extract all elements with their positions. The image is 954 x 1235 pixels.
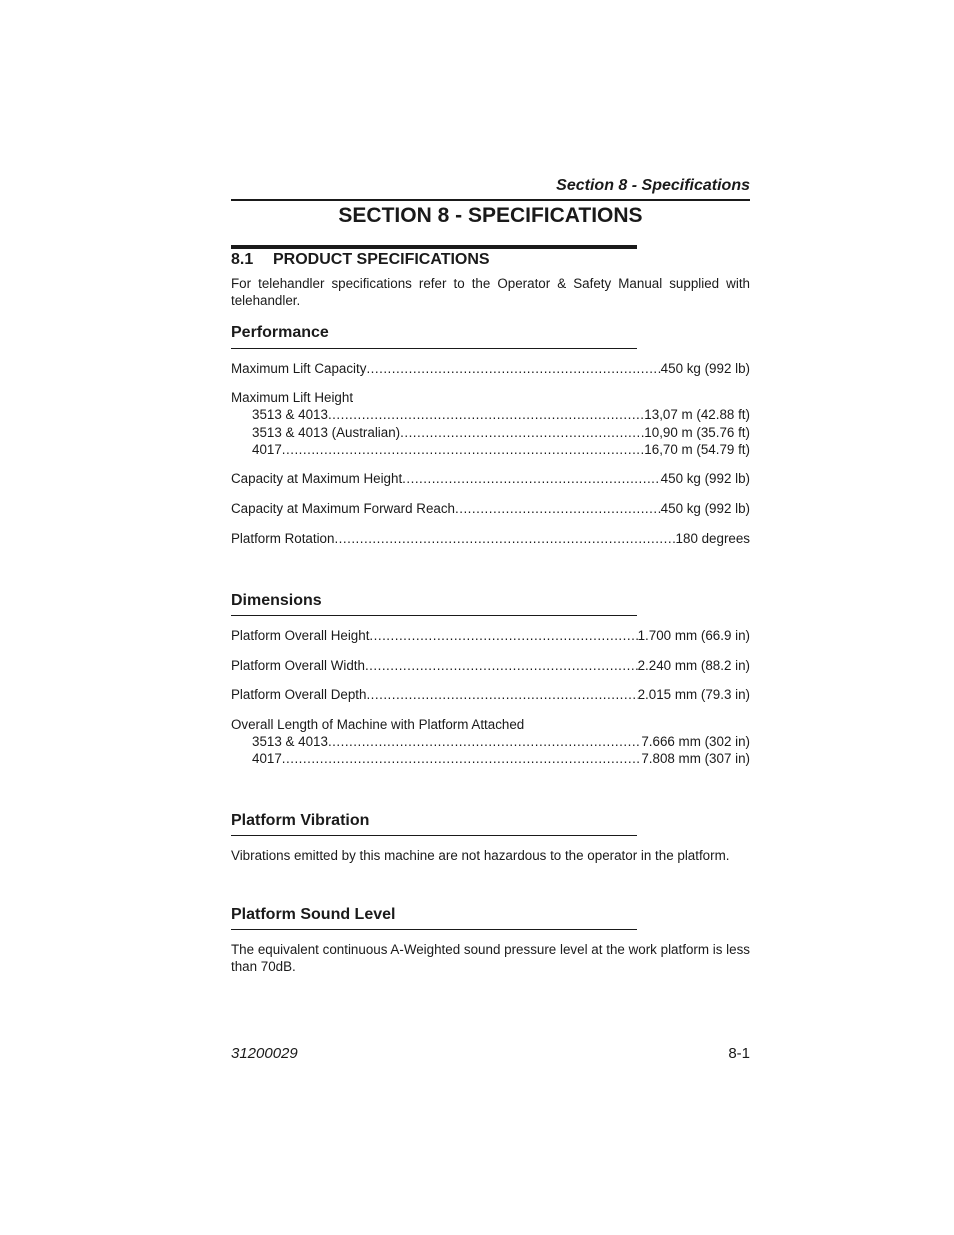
spec-row-capacity-max-height [231,470,750,487]
dot-leader [282,750,642,767]
spec-row-overall-height [231,627,750,644]
sound-heading: Platform Sound Level [231,906,396,923]
spec-value: 1.700 mm (66.9 in) [637,628,750,643]
header-rule [231,199,750,201]
product-specifications-heading [231,251,490,269]
spec-label: Capacity at Maximum Height [231,471,403,486]
dot-leader [402,470,661,487]
spec-label: Platform Overall Height [231,628,370,643]
dot-leader [369,627,637,644]
dot-leader [334,530,675,547]
dot-leader [328,406,644,423]
dot-leader [282,441,645,458]
dimensions-rule [231,615,637,616]
intro-paragraph: For telehandler specifications refer to the Operator & Safety Manual supplied with telehandler. [231,276,750,308]
footer-page-number: 8-1 [728,1045,750,1062]
spec-label: 4017 [252,442,282,457]
spec-label: Maximum Lift Capacity [231,361,367,376]
spec-label: Platform Overall Depth [231,687,367,702]
running-header: Section 8 - Specifications [556,177,750,194]
spec-row-height-3513-4013 [252,406,750,423]
spec-label: 3513 & 4013 [252,734,328,749]
section-number: 8.1 [231,251,254,268]
spec-value: 13,07 m (42.88 ft) [644,407,750,422]
spec-value: 450 kg (992 lb) [660,471,750,486]
footer-doc-number: 31200029 [231,1045,298,1062]
max-lift-height-label: Maximum Lift Height [231,390,354,405]
spec-row-length-3513-4013 [252,733,750,750]
spec-label: 3513 & 4013 [252,407,328,422]
spec-value: 2.240 mm (88.2 in) [637,658,750,673]
spec-label: 4017 [252,751,282,766]
vibration-paragraph: Vibrations emitted by this machine are not hazardous to the operator in the platform. [231,848,730,863]
vibration-rule [231,835,637,836]
dot-leader [400,424,644,441]
spec-row-overall-depth [231,686,750,703]
spec-value: 10,90 m (35.76 ft) [644,425,750,440]
spec-value: 450 kg (992 lb) [660,361,750,376]
spec-value: 7.666 mm (302 in) [641,734,750,749]
dimensions-heading: Dimensions [231,592,322,609]
spec-label: Capacity at Maximum Forward Reach [231,501,455,516]
spec-value: 2.015 mm (79.3 in) [637,687,750,702]
spec-row-max-lift-capacity [231,360,750,377]
spec-row-platform-rotation [231,530,750,547]
spec-value: 180 degrees [675,531,750,546]
dot-leader [365,657,638,674]
dot-leader [328,733,641,750]
title-rule [231,245,637,249]
spec-row-overall-width [231,657,750,674]
machine-length-label: Overall Length of Machine with Platform Attached [231,717,525,732]
performance-rule [231,348,637,349]
spec-row-capacity-max-reach [231,500,750,517]
section-heading-text: PRODUCT SPECIFICATIONS [273,251,490,268]
spec-row-height-4017 [252,441,750,458]
spec-value: 16,70 m (54.79 ft) [644,442,750,457]
sound-rule [231,929,637,930]
spec-value: 7.808 mm (307 in) [641,751,750,766]
spec-label: 3513 & 4013 (Australian) [252,425,401,440]
section-title: SECTION 8 - SPECIFICATIONS [338,204,643,227]
performance-heading: Performance [231,324,329,341]
spec-value: 450 kg (992 lb) [660,501,750,516]
spec-label: Platform Overall Width [231,658,365,673]
spec-row-height-australian [252,424,750,441]
dot-leader [455,500,661,517]
sound-paragraph: The equivalent continuous A-Weighted sound pressure level at the work platform is less than 70dB. [231,942,750,974]
spec-label: Platform Rotation [231,531,335,546]
spec-row-length-4017 [252,750,750,767]
dot-leader [366,686,637,703]
vibration-heading: Platform Vibration [231,812,370,829]
dot-leader [366,360,660,377]
